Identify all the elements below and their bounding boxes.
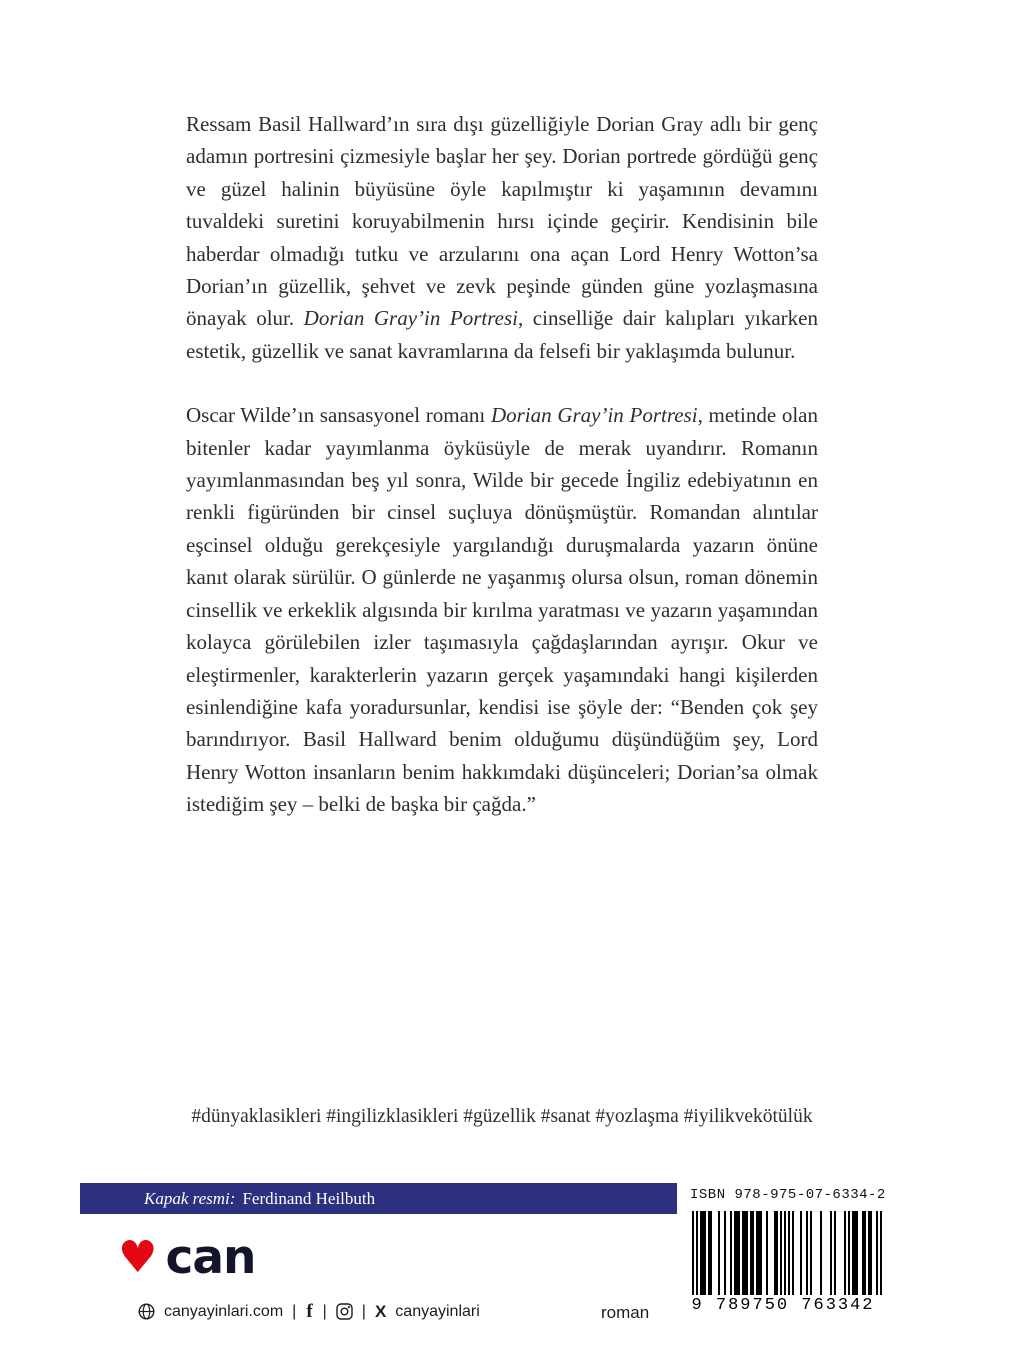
barcode [692,1211,882,1295]
barcode-digits: 9 789750 763342 [691,1296,875,1315]
footer-divider: | [322,1302,327,1320]
publisher-website: canyayinlari.com [164,1302,284,1320]
paragraph: Oscar Wilde’ın sansasyonel romanı Dorian Gray’in Portresi, metinde olan bitenler kadar yayımlanma öyküsüyle de merak uyandırır. Romanın yayımlanmasından beş yıl sonra, Wilde bir gecede İngiliz edebiyatının en renkli figüründen bir cinsel suçluya dönüşmüştür. Romandan alıntılar eşcinsel olduğu gerekçesiyle yargılandığı duruşmalarda yazarın önüne kanıt olarak sürülür. O günlerde ne yaşanmış olursa olsun, roman dönemin cinsellik ve erkeklik algısında bir kırılma yaratması ve yazarın yaşamından kolayca görülebilen izler taşımasıyla çağdaşlarından ayrışır. Okur ve eleştirmenler, karakterlerin yazarın gerçek yaşamındaki hangi kişilerden esinlendiğine kafa yoradursunlar, kendisi ise şöyle der: “Benden çok şey barındırıyor. Basil Hallward benim olduğumu düşündüğüm şey, Lord Henry Wotton insanların benim hakkımdaki düşünceleri; Dorian’sa olmak istediğim şey – belki de başka bir çağda.” [186,403,818,817]
cover-credit-label: Kapak resmi: [144,1188,236,1208]
cover-credit-value: Ferdinand Heilbuth [242,1188,376,1208]
publisher-logo [118,1230,256,1285]
instagram-icon [336,1303,353,1320]
cover-credit-banner [80,1183,677,1214]
isbn-text: ISBN 978-975-07-6334-2 [690,1187,886,1203]
heart-icon: ♥ [118,1231,158,1283]
footer-divider: | [292,1302,297,1320]
body-text [186,108,818,821]
footer-bar [138,1302,480,1321]
hashtags: #dünyaklasikleri #ingilizklasikleri #güzellik #sanat #yozlaşma #iyilikvekötülük [191,1106,813,1127]
publisher-social-handle: canyayinlari [395,1302,480,1320]
publisher-logo-text: can [165,1230,256,1285]
facebook-icon: f [306,1301,313,1322]
paragraph: Ressam Basil Hallward’ın sıra dışı güzelliğiyle Dorian Gray adlı bir genç adamın portresini çizmesiyle başlar her şey. Dorian portrede gördüğü genç ve güzel halinin büyüsüne öyle kapılmıştır ki yaşamının devamını tuvaldeki suretini koruyabilmenin hırsı içinde geçirir. Kendisinin bile haberdar olmadığı tutku ve arzularını ona açan Lord Henry Wotton’sa Dorian’ın güzellik, şehvet ve zevk peşinde günden güne yozlaşmasına önayak olur. Dorian Gray’in Portresi, cinselliğe dair kalıpları yıkarken estetik, güzellik ve sanat kavramlarına da felsefi bir yaklaşımda bulunur. [186,112,818,363]
genre-label: roman [601,1303,650,1322]
footer-divider: | [361,1302,366,1320]
globe-icon [138,1303,155,1320]
x-twitter-icon: X [374,1302,387,1321]
